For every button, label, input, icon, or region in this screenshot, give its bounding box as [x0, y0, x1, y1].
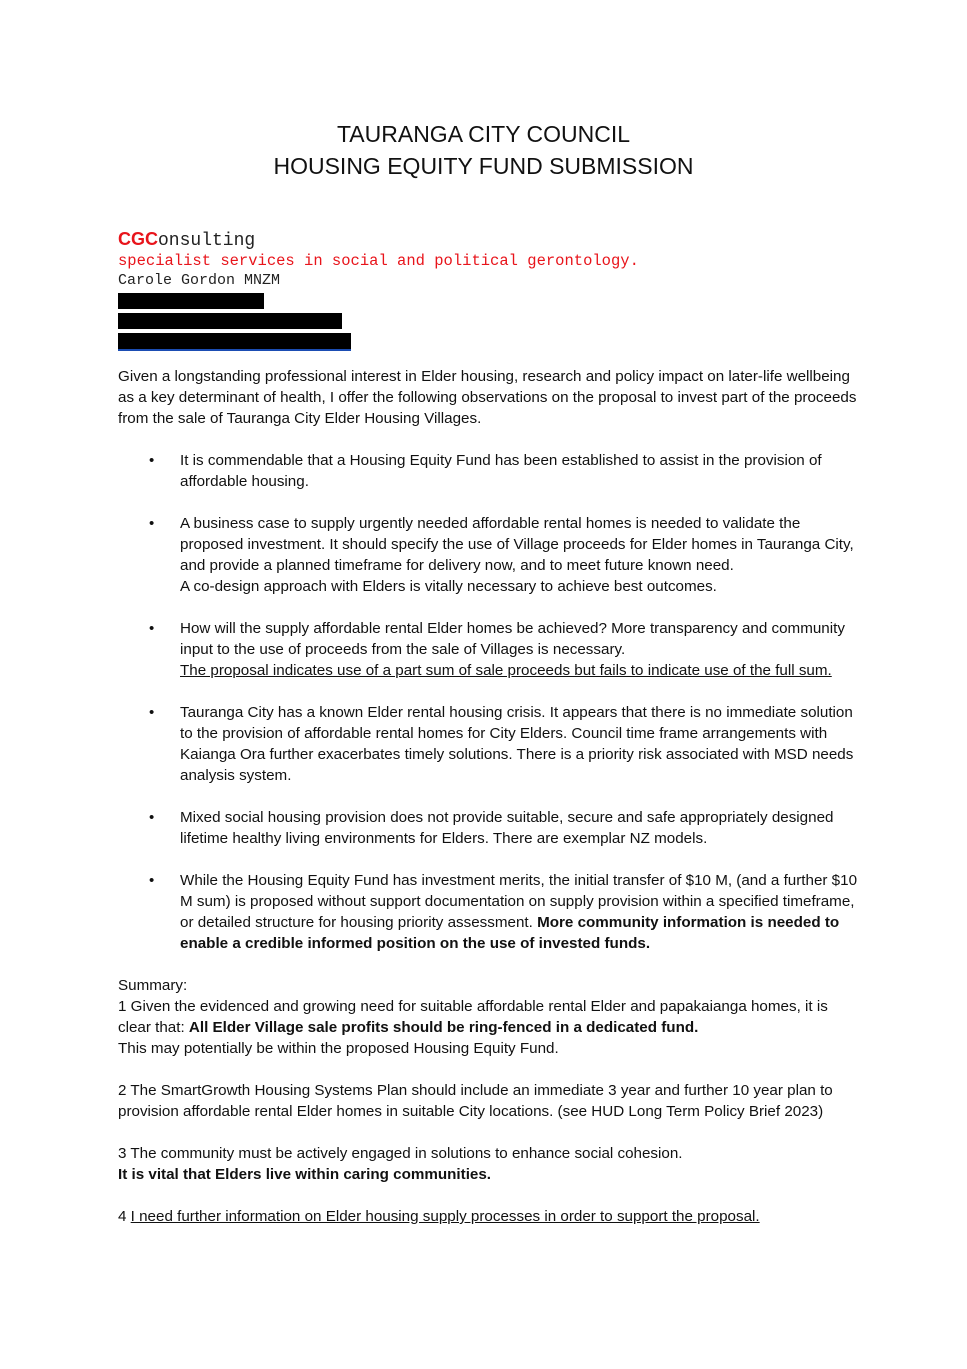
summary-point-4-number: 4 [118, 1208, 131, 1225]
observation-item [118, 450, 858, 492]
summary-heading: Summary: [118, 977, 188, 994]
summary-section [118, 975, 858, 1227]
brand-tagline: specialist services in social and political gerontology. [118, 252, 639, 270]
observation-text: A business case to supply urgently needed affordable rental homes is needed to validate the proposed investment. It should specify the use of Village proceeds for Elder homes in Tauranga City, and provide a planned timeframe for delivery now, and to meet future known need. [180, 515, 854, 574]
bullet-marker: • [149, 515, 155, 532]
observation-item [118, 702, 858, 786]
summary-point-3: 3 The community must be actively engaged in solutions to enhance social cohesion. [118, 1145, 683, 1162]
summary-point-1 [118, 996, 858, 1038]
observation-text: While the Housing Equity Fund has investment merits, the initial transfer of $10 M, (and a further $10 M sum) is proposed without support documentation on supply provision within a specified timeframe, or detailed structure for housing priority assessment. [180, 872, 858, 931]
observation-text: How will the supply affordable rental Elder homes be achieved? More transparency and community input to the use of proceeds from the sale of Villages is necessary. [180, 620, 845, 658]
spacer [118, 1185, 858, 1206]
title-line-council: TAURANGA CITY COUNCIL [336, 121, 631, 147]
summary-point-1-note: This may potentially be within the proposed Housing Equity Fund. [118, 1040, 559, 1057]
redacted-line-2 [118, 313, 342, 329]
brand-initials: CGC [118, 229, 158, 249]
observations-list [118, 450, 858, 954]
summary-point-2: 2 The SmartGrowth Housing Systems Plan should include an immediate 3 year and further 10 year plan to provision affordable rental Elder homes in suitable City locations. (see HUD Long Term Policy Brief 2023) [118, 1082, 833, 1120]
observation-item [118, 513, 858, 597]
redacted-line-3 [118, 333, 351, 351]
summary-point-4 [118, 1206, 858, 1227]
bullet-marker: • [149, 872, 155, 889]
letterhead [118, 228, 639, 351]
summary-point-3-bold-text: It is vital that Elders live within caring communities. [118, 1166, 492, 1183]
spacer [118, 1122, 858, 1143]
observation-text-bold: More community information is needed to enable a credible informed position on the use of invested funds. [180, 914, 840, 952]
observation-text-codesign: A co-design approach with Elders is vitally necessary to achieve best outcomes. [180, 578, 717, 595]
observation-item [118, 807, 858, 849]
summary-point-3-bold [118, 1164, 858, 1185]
observation-text: It is commendable that a Housing Equity Fund has been established to assist in the provision of affordable housing. [180, 452, 822, 490]
bullet-marker: • [149, 620, 155, 637]
observation-text: Tauranga City has a known Elder rental housing crisis. It appears that there is no immediate solution to the provision of affordable rental homes for City Elders. Council time frame arrangements with Kaianga Ora further exacerbates timely solutions. There is a priority risk associated with MSD needs analysis system. [180, 704, 854, 784]
summary-point-1-text: 1 Given the evidenced and growing need for suitable affordable rental Elder and papakaianga homes, it is clear that: [118, 998, 828, 1036]
spacer [118, 1059, 858, 1080]
summary-point-1-bold: All Elder Village sale profits should be ring-fenced in a dedicated fund. [188, 1019, 699, 1036]
bullet-marker: • [149, 809, 155, 826]
brand-suffix: onsulting [158, 231, 256, 251]
bullet-marker: • [149, 452, 155, 469]
title-line-submission: HOUSING EQUITY FUND SUBMISSION [273, 153, 694, 179]
observation-text: Mixed social housing provision does not provide suitable, secure and safe appropriately designed lifetime healthy living environments for Elders. There are exemplar NZ models. [180, 809, 834, 847]
intro-paragraph: Given a longstanding professional interest in Elder housing, research and policy impact on later-life wellbeing as a key determinant of health, I offer the following observations on the proposal to invest part of the proceeds from the sale of Tauranga City Elder Housing Villages. [118, 368, 857, 427]
observation-text-underlined: The proposal indicates use of a part sum of sale proceeds but fails to indicate use of the full sum. [180, 662, 832, 679]
observation-item [118, 618, 858, 681]
author-name: Carole Gordon MNZM [118, 272, 281, 289]
document-body [118, 366, 858, 1227]
document-title [0, 118, 967, 182]
summary-point-4-text: I need further information on Elder housing supply processes in order to support the proposal. [130, 1208, 760, 1225]
observation-item [118, 870, 858, 954]
brand-logo [118, 228, 639, 252]
bullet-marker: • [149, 704, 155, 721]
redacted-line-1 [118, 293, 264, 309]
